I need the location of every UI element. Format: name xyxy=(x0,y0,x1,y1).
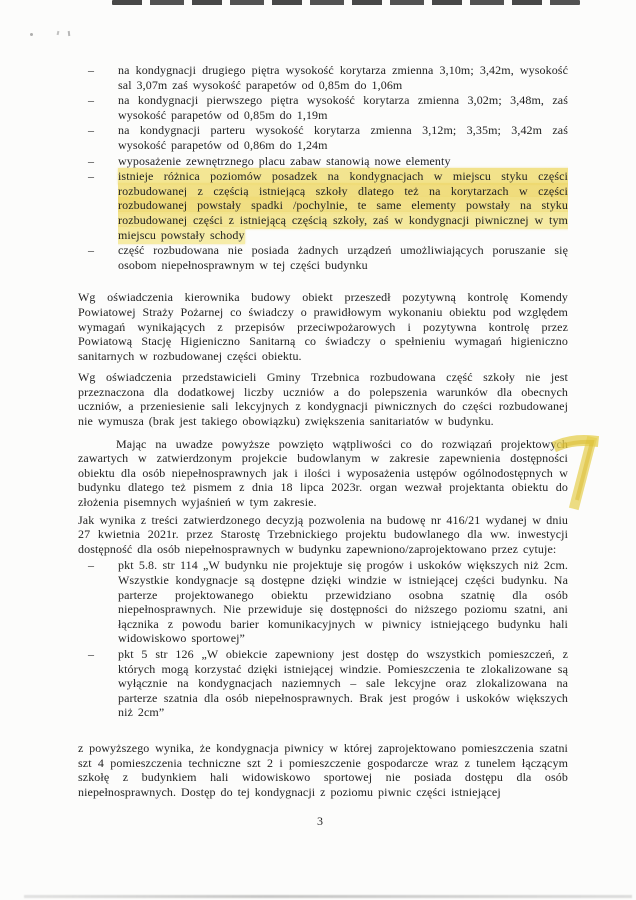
paragraph-accessibility-doubts: Mając na uwadze powyższe powzięto wątpliwości co do rozwiązań projektowych zawartych w zatwierdzonym projekcie budowlanym w zakresie zapewnienia dostępności obiektu dla osób niepełnosprawnych jak i ilości i wyposażenia ustępów ogólnodostępnych w budynku dlatego też pismem z dnia 18 lipca 2023r. organ wezwał projektanta obiektu do złożenia pisemnych wyjaśnień w tym zakresie. xyxy=(78,436,568,510)
permit-quotes-list xyxy=(78,558,568,720)
list-item-text: wyposażenie zewnętrznego placu zabaw stanowią nowe elementy xyxy=(118,153,451,168)
highlighted-text: istnieje różnica poziomów posadzek na kondygnacjach w miejscu styku części rozbudowanej z częścią istniejącą szkoły dlatego też na korytarzach w części rozbudowanej powstały spadki /pochylnie, te same elementy powstały na styku rozbudowanej części z istniejącą częścią szkoły, zaś w kondygnacji piwnicznej w tym miejscu powstały schody xyxy=(118,169,568,242)
quote-text: pkt 5 str 126 „W obiekcie zapewniony jest dostęp do wszystkich pomieszczeń, z których mogą korzystać dzięki istniejącej windzie. Pomieszczenia te zlokalizowane są wyłącznie na kondygnacjach naziemnych – sale lekcyjne oraz zlokalizowana na parterze szatnia dla osób niepełnosprawnych. Brak jest progów i uskoków większych niż 2cm” xyxy=(118,646,568,720)
paragraph-building-permit: Jak wynika z treści zatwierdzonego decyzją pozwolenia na budowę nr 416/21 wydanej w dniu 27 kwietnia 2021r. przez Starostę Trzebnickiego projektu budowlanego dla ww. inwestycji dostępność dla osób niepełnosprawnych w budynku zapewniono/zaprojektowano przez cytuje: xyxy=(78,512,568,556)
list-item xyxy=(118,123,568,152)
list-item-text: część rozbudowana nie posiada żadnych urządzeń umożliwiających poruszanie się osobom niepełnosprawnym w tej części budynku xyxy=(118,243,568,272)
page-content xyxy=(78,63,568,799)
paragraph-fire-sanitary-control: Wg oświadczenia kierownika budowy obiekt przeszedł pozytywną kontrolę Komendy Powiatowej Straży Pożarnej co świadczy o prawidłowym wykonaniu obiektu pod względem wymagań wynikających z przepisów przeciwpożarowych i pozytywna kontrolę przez Powiatową Stację Higieniczno Sanitarną co świadczy o spełnieniu wymagań higieniczno sanitarnych w rozbudowanej części obiektu. xyxy=(78,290,568,363)
scan-edge-artifact-bottom xyxy=(24,895,632,898)
list-item-text: na kondygnacji parteru wysokość korytarza zmienna 3,12m; 3,35m; 3,42m zaś wysokość parapetów od 0,86m do 1,24m xyxy=(118,123,568,152)
paragraph-conclusion: z powyższego wynika, że kondygnacja piwnicy w której zaprojektowano pomieszczenia szatni szt 4 pomieszczenia techniczne szt 2 i pomieszczenie gospodarcze wraz z tunelem łączącym szkołę z budynkiem hali widowiskowo sportowej nie posiada dostępu dla osób niepełnosprawnych. Dostęp do tej kondygnacji z poziomu piwnic części istniejącej xyxy=(78,740,568,799)
highlighter-mark xyxy=(552,428,600,516)
list-item-text: na kondygnacji pierwszego piętra wysokość korytarza zmienna 3,02m; 3,48m, zaś wysokość parapetów od 0,85m do 1,19m xyxy=(118,93,568,122)
scan-edge-artifact-top xyxy=(112,0,580,5)
measurements-list xyxy=(78,63,568,272)
list-item xyxy=(118,154,568,169)
pen-tick xyxy=(57,31,60,35)
pen-tick xyxy=(68,31,71,36)
pen-marks xyxy=(27,30,77,40)
list-item xyxy=(118,647,568,720)
list-item xyxy=(118,93,568,122)
list-item xyxy=(118,63,568,92)
list-item xyxy=(118,243,568,272)
quote-text: pkt 5.8. str 114 „W budynku nie projektuje się progów i uskoków większych niż 2cm. Wszystkie kondygnacje są dostępne dzięki windzie w istniejącej części budynku. Na parterze projektowanego obiektu przewidziano osobna szatnię dla osób niepełnosprawnych. Nie przewiduje się dostępności do niższego poziomu szatni, ani łącznika z powodu barier komunikacyjnych w piwnicy istniejącego budynku hali widowiskowo sportowej” xyxy=(118,558,568,646)
list-item-highlighted xyxy=(118,169,568,242)
list-item-text: na kondygnacji drugiego piętra wysokość korytarza zmienna 3,10m; 3,42m, wysokość sal 3,07m zaś wysokość parapetów od 0,85m do 1,06m xyxy=(118,63,568,92)
pen-dot xyxy=(30,33,33,36)
page-number: 3 xyxy=(317,814,323,828)
paragraph-gmina-statement: Wg oświadczenia przedstawicieli Gminy Trzebnica rozbudowana część szkoły nie jest przeznaczona dla dodatkowej liczby uczniów a do polepszenia warunków dla obecnych uczniów, a przeniesienie sali lekcyjnych z kondygnacji piwnicznych do części rozbudowanej nie wymusza (brak jest takiego obowiązku) zwiększenia sanitariatów w budynku. xyxy=(78,370,568,429)
list-item xyxy=(118,558,568,646)
